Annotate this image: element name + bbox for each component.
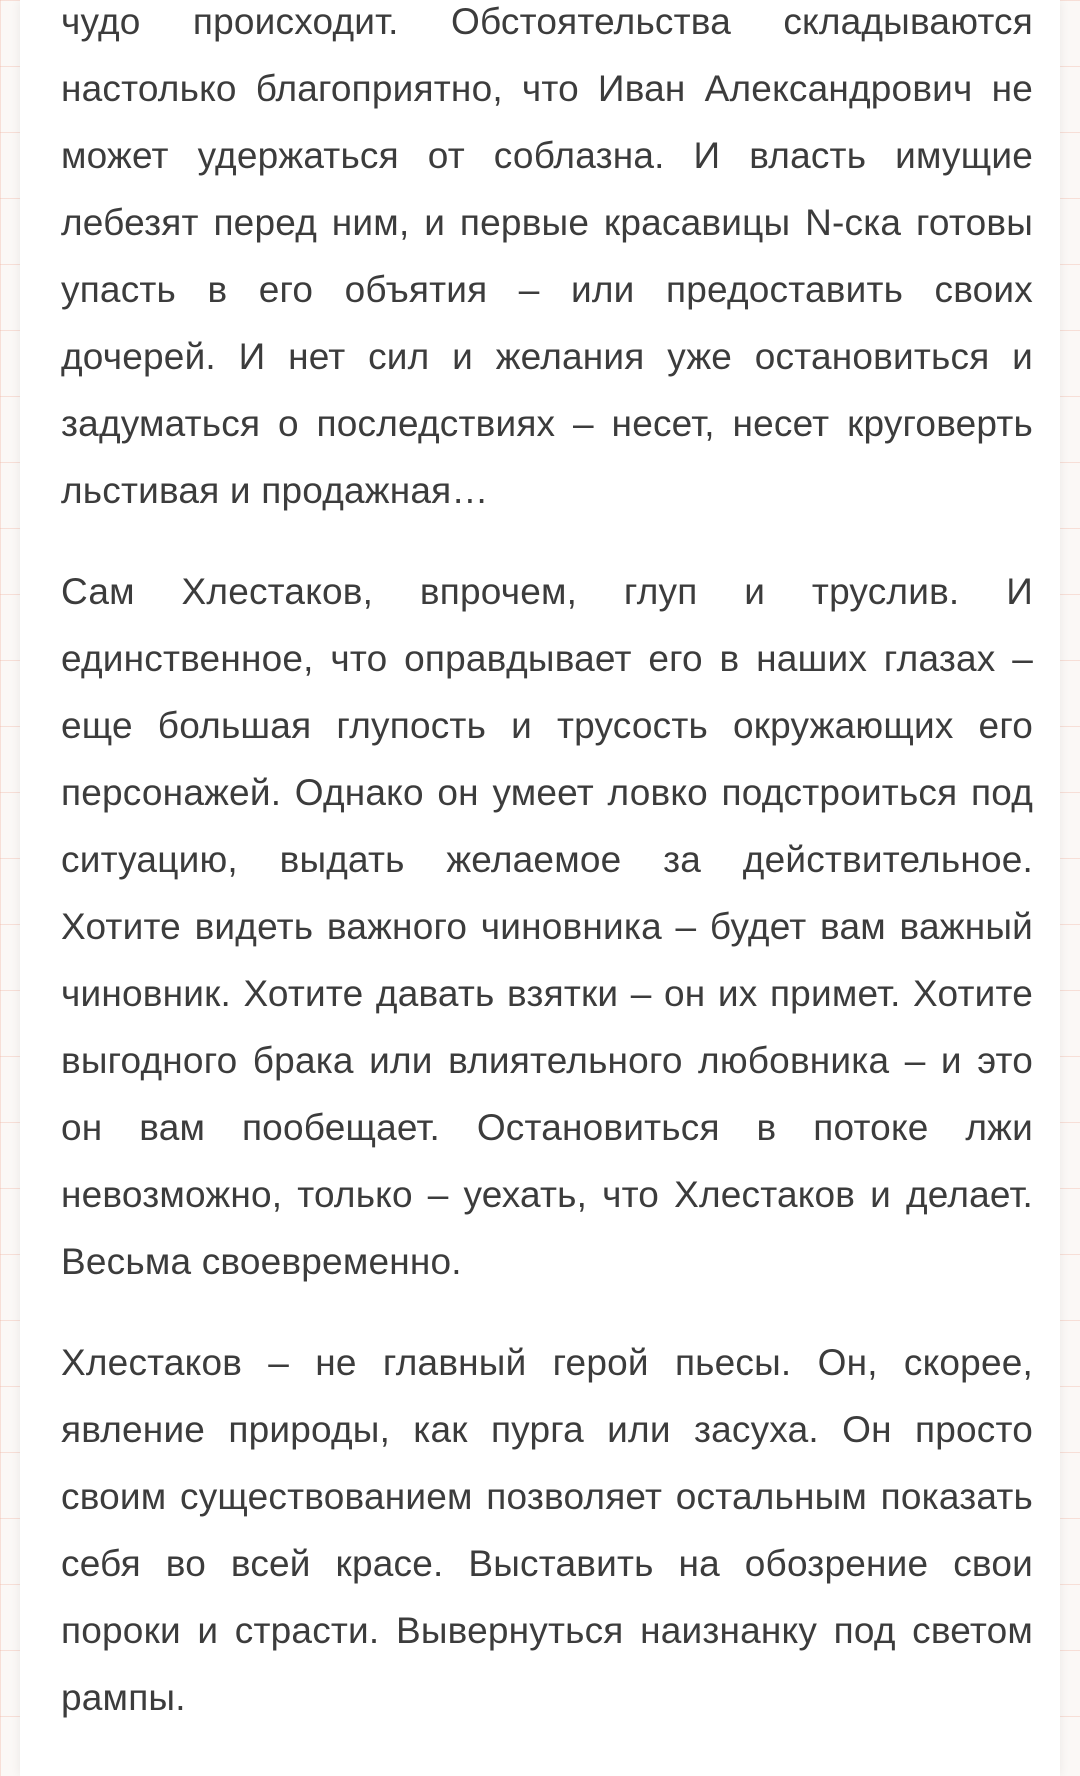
- article-card: [20, 0, 1060, 1776]
- article-paragraph-3: Хлестаков – не главный герой пьесы. Он, скорее, явление природы, как пурга или засуха. Он просто своим существованием позволяет остальным показать себя во всей красе. Выставить на обозрение свои пороки и страсти. Вывернуться наизнанку под светом рампы.: [61, 1342, 1033, 1718]
- article-paragraph-1: чудо происходит. Обстоятельства складываются настолько благоприятно, что Иван Александрович не может удержаться от соблазна. И власть имущие лебезят перед ним, и первые красавицы N-ска готовы упасть в его объятия – или предоставить своих дочерей. И нет сил и желания уже остановиться и задуматься о последствиях – несет, несет круговерть льстивая и продажная…: [61, 1, 1033, 511]
- article-paragraph-2: Сам Хлестаков, впрочем, глуп и труслив. И единственное, что оправдывает его в наших глазах – еще большая глупость и трусость окружающих его персонажей. Однако он умеет ловко подстроиться под ситуацию, выдать желаемое за действительное. Хотите видеть важного чиновника – будет вам важный чиновник. Хотите давать взятки – он их примет. Хотите выгодного брака или влиятельного любовника – и это он вам пообещает. Остановиться в потоке лжи невозможно, только – уехать, что Хлестаков и делает. Весьма своевременно.: [61, 571, 1033, 1282]
- article-body: [61, 0, 1033, 1765]
